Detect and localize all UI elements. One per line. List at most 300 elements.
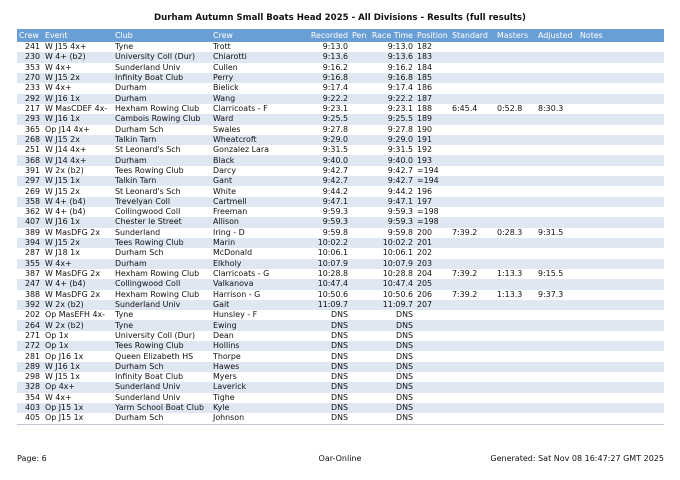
cell-masters-handicap <box>495 73 536 83</box>
cell-crew-number: 292 <box>17 94 43 104</box>
cell-adjusted-time <box>536 73 578 83</box>
cell-race-time: 9:42.7 <box>368 176 415 186</box>
cell-adjusted-time <box>536 403 578 413</box>
cell-adjusted-time <box>536 320 578 330</box>
cell-crew-number: 293 <box>17 114 43 124</box>
cell-crew-name: Harrison - G <box>213 289 261 299</box>
cell-crew-number: 289 <box>17 362 43 372</box>
cell-masters-handicap <box>495 125 536 135</box>
cell-race-time: 10:47.4 <box>368 279 415 289</box>
cell-masters-handicap <box>495 331 536 341</box>
cell-penalty <box>350 42 368 52</box>
cell-crew-name: Trott <box>213 42 231 52</box>
cell-standard-time <box>450 155 495 165</box>
cell-crew-number: 230 <box>17 52 43 62</box>
cell-notes <box>578 413 664 424</box>
cell-recorded-time: 9:47.1 <box>288 197 350 207</box>
cell-standard-time <box>450 94 495 104</box>
col-header-crew-no[interactable]: Crew <box>17 29 43 42</box>
cell-position: 204 <box>417 269 433 279</box>
cell-masters-handicap <box>495 279 536 289</box>
cell-club: Tyne <box>113 320 211 330</box>
cell-standard-time <box>450 176 495 186</box>
cell-notes <box>578 197 664 207</box>
cell-standard-time <box>450 372 495 382</box>
cell-adjusted-time <box>536 114 578 124</box>
cell-penalty <box>350 320 368 330</box>
cell-masters-handicap <box>495 403 536 413</box>
table-row <box>17 217 664 227</box>
cell-masters-handicap: 0:52.8 <box>497 104 523 114</box>
cell-race-time: 9:40.0 <box>368 155 415 165</box>
cell-crew-number: 387 <box>24 269 40 279</box>
cell-adjusted-time <box>536 42 578 52</box>
cell-adjusted-time <box>536 197 578 207</box>
cell-penalty <box>350 94 368 104</box>
cell-standard-time <box>450 320 495 330</box>
cell-race-time: DNS <box>396 351 413 361</box>
cell-recorded-time: 9:44.2 <box>322 186 348 196</box>
cell-notes <box>578 300 664 310</box>
cell-standard-time <box>450 413 495 424</box>
table-row <box>17 362 664 372</box>
cell-race-time: DNS <box>368 320 415 330</box>
cell-crew-name: Laverick <box>211 382 288 392</box>
cell-penalty <box>350 393 368 403</box>
cell-race-time: DNS <box>368 413 415 424</box>
cell-standard-time <box>450 63 495 73</box>
cell-crew-name: White <box>213 186 236 196</box>
cell-club: Durham Sch <box>115 248 164 258</box>
cell-notes <box>578 228 664 238</box>
cell-event: Op MasEFH 4x- <box>45 310 105 320</box>
cell-club: St Leonard's Sch <box>115 186 181 196</box>
col-header-standard[interactable]: Standard <box>450 29 495 42</box>
cell-masters-handicap <box>495 94 536 104</box>
cell-penalty <box>350 207 368 217</box>
cell-adjusted-time <box>536 63 578 73</box>
cell-adjusted-time <box>536 259 578 269</box>
col-header-club[interactable]: Club <box>113 29 211 42</box>
cell-crew-number: 297 <box>17 176 43 186</box>
cell-recorded-time: 9:22.2 <box>288 94 350 104</box>
cell-notes <box>578 73 664 83</box>
cell-event: W 4x+ <box>45 83 72 93</box>
cell-crew-number: 270 <box>17 73 43 83</box>
cell-penalty <box>350 310 368 320</box>
cell-crew-name: Thorpe <box>213 351 241 361</box>
col-header-event[interactable]: Event <box>43 29 113 42</box>
cell-recorded-time: DNS <box>331 351 348 361</box>
col-header-pen[interactable]: Pen <box>352 31 367 40</box>
cell-race-time: DNS <box>396 372 413 382</box>
cell-recorded-time: 9:17.4 <box>322 83 348 93</box>
cell-standard-time <box>450 238 495 248</box>
cell-standard-time <box>450 125 495 135</box>
cell-notes <box>578 341 664 351</box>
cell-crew-name: Johnson <box>211 413 288 424</box>
cell-notes <box>578 94 664 104</box>
cell-crew-number: 358 <box>17 197 43 207</box>
cell-adjusted-time <box>536 300 578 310</box>
cell-adjusted-time <box>536 372 578 382</box>
cell-penalty <box>350 362 368 372</box>
cell-penalty <box>350 166 368 176</box>
cell-event: W 2x (b2) <box>45 165 84 175</box>
cell-race-time: DNS <box>368 362 415 372</box>
cell-standard-time <box>450 114 495 124</box>
cell-penalty <box>350 228 368 238</box>
cell-position: 197 <box>415 197 450 207</box>
col-header-notes[interactable]: Notes <box>578 29 664 42</box>
cell-standard-time: 7:39.2 <box>452 269 478 279</box>
cell-recorded-time: 9:59.3 <box>322 207 348 217</box>
col-header-position[interactable]: Position <box>415 29 450 42</box>
cell-crew-number: 272 <box>17 341 43 351</box>
cell-event: Op 1x <box>43 341 113 351</box>
table-row <box>17 269 664 279</box>
cell-race-time: 10:28.8 <box>382 269 413 279</box>
cell-recorded-time: 10:50.6 <box>317 289 348 299</box>
cell-masters-handicap <box>495 176 536 186</box>
cell-race-time: 9:47.1 <box>368 197 415 207</box>
cell-crew-name: Bielick <box>213 83 239 93</box>
table-row <box>17 382 664 392</box>
cell-position: 203 <box>415 259 450 269</box>
cell-event: Op J15 1x <box>43 413 113 424</box>
cell-crew-name: Dean <box>213 330 234 340</box>
table-row <box>17 42 664 52</box>
table-row <box>17 73 664 83</box>
cell-event: W 4+ (b4) <box>43 197 113 207</box>
cell-crew-name: Iring - D <box>213 227 245 237</box>
results-body <box>17 42 664 424</box>
table-row <box>17 351 664 361</box>
cell-adjusted-time <box>536 94 578 104</box>
table-row <box>17 290 664 300</box>
cell-event: W J15 1x <box>45 372 80 382</box>
cell-crew-number: 354 <box>24 392 40 402</box>
table-row <box>17 145 664 155</box>
cell-club: University Coll (Dur) <box>115 330 196 340</box>
cell-crew-name: Ward <box>211 114 288 124</box>
cell-crew-name: Allison <box>211 217 288 227</box>
cell-adjusted-time <box>536 413 578 424</box>
cell-crew-name: Darcy <box>213 165 236 175</box>
cell-adjusted-time <box>536 331 578 341</box>
cell-crew-number: 241 <box>24 42 40 52</box>
cell-penalty <box>350 83 368 93</box>
cell-position: 188 <box>417 104 433 114</box>
cell-crew-number: 365 <box>24 124 40 134</box>
cell-standard-time: 7:39.2 <box>452 289 478 299</box>
cell-race-time: 10:02.2 <box>368 238 415 248</box>
cell-crew-name: Gonzalez Lara <box>213 145 269 155</box>
cell-masters-handicap <box>495 207 536 217</box>
cell-recorded-time: 11:09.7 <box>288 300 350 310</box>
cell-crew-name: Chiarotti <box>211 52 288 62</box>
cell-club: Durham Sch <box>113 362 211 372</box>
cell-penalty <box>350 63 368 73</box>
table-row <box>17 238 664 248</box>
cell-penalty <box>350 269 368 279</box>
cell-crew-name: Gait <box>211 300 288 310</box>
cell-crew-name: Perry <box>211 73 288 83</box>
cell-standard-time <box>450 197 495 207</box>
cell-notes <box>578 145 664 155</box>
cell-race-time: 9:13.6 <box>368 52 415 62</box>
cell-notes <box>578 42 664 52</box>
cell-notes <box>578 372 664 382</box>
cell-crew-name: Hollins <box>211 341 288 351</box>
table-row <box>17 176 664 186</box>
cell-masters-handicap <box>495 382 536 392</box>
cell-event: W 4+ (b4) <box>45 207 86 217</box>
cell-race-time: DNS <box>368 341 415 351</box>
cell-position: 202 <box>417 248 433 258</box>
cell-penalty <box>350 125 368 135</box>
cell-penalty <box>350 259 368 269</box>
cell-standard-time <box>450 52 495 62</box>
cell-event: W MasDFG 2x <box>45 227 100 237</box>
cell-masters-handicap <box>495 135 536 145</box>
cell-penalty <box>350 331 368 341</box>
cell-adjusted-time <box>536 83 578 93</box>
cell-crew-number: 353 <box>24 62 40 72</box>
cell-standard-time <box>450 145 495 155</box>
cell-penalty <box>350 114 368 124</box>
cell-adjusted-time <box>536 176 578 186</box>
table-header-row <box>17 29 664 42</box>
col-header-adjusted[interactable]: Adjusted <box>536 29 578 42</box>
cell-event: W J15 4x+ <box>45 42 87 52</box>
table-row <box>17 104 664 114</box>
cell-race-time: 9:25.5 <box>368 114 415 124</box>
cell-adjusted-time: 9:37.3 <box>538 289 564 299</box>
cell-race-time: DNS <box>368 403 415 413</box>
cell-club: Hexham Rowing Club <box>115 104 200 114</box>
cell-notes <box>578 362 664 372</box>
cell-club: Sunderland <box>115 227 161 237</box>
cell-notes <box>578 259 664 269</box>
cell-event: Op J14 4x+ <box>45 124 90 134</box>
cell-event: W MasDFG 2x <box>45 289 100 299</box>
cell-crew-number: 281 <box>24 351 40 361</box>
cell-crew-name: Hunsley - F <box>213 310 258 320</box>
table-row <box>17 155 664 165</box>
col-header-race-time[interactable]: Race Time <box>368 29 415 42</box>
table-row <box>17 63 664 73</box>
table-row <box>17 320 664 330</box>
cell-club: Durham <box>115 83 147 93</box>
cell-penalty <box>350 279 368 289</box>
cell-race-time: 9:13.0 <box>387 42 413 52</box>
footer-site-name: Oar-Online <box>318 454 362 463</box>
cell-recorded-time: 9:27.8 <box>322 124 348 134</box>
cell-position: 207 <box>415 300 450 310</box>
cell-standard-time: 7:39.2 <box>452 227 478 237</box>
cell-event: W J14 4x+ <box>43 155 113 165</box>
cell-masters-handicap <box>495 372 536 382</box>
cell-race-time: 9:44.2 <box>387 186 413 196</box>
cell-crew-name: Tighe <box>213 392 235 402</box>
table-row <box>17 186 664 196</box>
cell-crew-name: Myers <box>213 372 237 382</box>
cell-recorded-time: 9:31.5 <box>322 145 348 155</box>
cell-crew-name: Wang <box>211 94 288 104</box>
cell-position: =198 <box>417 207 439 217</box>
cell-club: Durham Sch <box>115 124 164 134</box>
cell-club: Durham <box>113 259 211 269</box>
cell-recorded-time: 9:25.5 <box>288 114 350 124</box>
col-header-recorded[interactable]: Recorded <box>288 29 350 42</box>
cell-position <box>415 320 450 330</box>
cell-club: Tees Rowing Club <box>113 238 211 248</box>
cell-club: St Leonard's Sch <box>115 145 181 155</box>
cell-recorded-time: 10:06.1 <box>317 248 348 258</box>
cell-event: W J16 1x <box>43 362 113 372</box>
cell-crew-name: Ewing <box>211 320 288 330</box>
table-row <box>17 83 664 93</box>
cell-recorded-time: DNS <box>288 320 350 330</box>
cell-adjusted-time <box>536 248 578 258</box>
cell-notes <box>578 176 664 186</box>
cell-event: W 4x+ <box>45 392 72 402</box>
cell-race-time: 9:22.2 <box>368 94 415 104</box>
cell-penalty <box>350 155 368 165</box>
cell-event: W 4x+ <box>43 259 113 269</box>
cell-recorded-time: DNS <box>288 341 350 351</box>
cell-recorded-time: DNS <box>331 310 348 320</box>
cell-crew-name: Wheatcroft <box>211 135 288 145</box>
col-header-crew[interactable]: Crew <box>211 29 288 42</box>
cell-race-time: 9:16.2 <box>387 62 413 72</box>
cell-recorded-time: 9:29.0 <box>288 135 350 145</box>
cell-masters-handicap <box>495 155 536 165</box>
cell-notes <box>578 207 664 217</box>
cell-event: W J16 1x <box>43 217 113 227</box>
table-row <box>17 114 664 124</box>
cell-standard-time <box>450 351 495 361</box>
cell-notes <box>578 290 664 300</box>
cell-crew-number: 394 <box>17 238 43 248</box>
cell-penalty <box>350 52 368 62</box>
cell-club: Chester le Street <box>113 217 211 227</box>
table-row <box>17 300 664 310</box>
cell-position: =194 <box>417 165 439 175</box>
table-row <box>17 197 664 207</box>
cell-standard-time <box>450 310 495 320</box>
cell-penalty <box>350 248 368 258</box>
cell-club: Talkin Tarn <box>113 135 211 145</box>
cell-crew-number: 391 <box>24 165 40 175</box>
cell-masters-handicap <box>495 63 536 73</box>
cell-recorded-time: DNS <box>331 330 348 340</box>
cell-adjusted-time <box>536 125 578 135</box>
cell-crew-number: 407 <box>17 217 43 227</box>
cell-race-time: DNS <box>368 382 415 392</box>
cell-adjusted-time <box>536 279 578 289</box>
cell-standard-time <box>450 259 495 269</box>
cell-adjusted-time: 9:15.5 <box>538 269 564 279</box>
cell-club: Trevelyan Coll <box>113 197 211 207</box>
cell-race-time: DNS <box>396 330 413 340</box>
cell-position: 185 <box>415 73 450 83</box>
cell-event: W J16 1x <box>43 94 113 104</box>
cell-adjusted-time <box>536 155 578 165</box>
cell-race-time: 10:50.6 <box>382 289 413 299</box>
cell-event: Op 4x+ <box>43 382 113 392</box>
cell-masters-handicap <box>495 362 536 372</box>
cell-notes <box>578 83 664 93</box>
cell-recorded-time: DNS <box>331 392 348 402</box>
cell-crew-number: 217 <box>24 104 40 114</box>
cell-masters-handicap <box>495 320 536 330</box>
cell-adjusted-time <box>536 207 578 217</box>
cell-notes <box>578 52 664 62</box>
cell-notes <box>578 238 664 248</box>
cell-position: 189 <box>415 114 450 124</box>
cell-notes <box>578 269 664 279</box>
cell-recorded-time: 9:40.0 <box>288 155 350 165</box>
cell-club: Collingwood Coll <box>113 279 211 289</box>
cell-position <box>415 310 450 320</box>
cell-adjusted-time <box>536 393 578 403</box>
cell-penalty <box>350 197 368 207</box>
cell-recorded-time: 10:02.2 <box>288 238 350 248</box>
cell-adjusted-time <box>536 382 578 392</box>
cell-notes <box>578 331 664 341</box>
cell-notes <box>578 248 664 258</box>
cell-adjusted-time <box>536 351 578 361</box>
cell-club: Tees Rowing Club <box>115 165 184 175</box>
cell-race-time: DNS <box>396 392 413 402</box>
cell-crew-number: 247 <box>17 279 43 289</box>
table-row <box>17 135 664 145</box>
cell-race-time: 9:27.8 <box>387 124 413 134</box>
cell-recorded-time: 9:16.8 <box>288 73 350 83</box>
col-header-masters[interactable]: Masters <box>495 29 536 42</box>
cell-adjusted-time: 8:30.3 <box>538 104 564 114</box>
cell-standard-time <box>450 248 495 258</box>
cell-event: W J15 2x <box>43 238 113 248</box>
cell-club: Sunderland Univ <box>113 382 211 392</box>
cell-race-time: DNS <box>396 310 413 320</box>
cell-position: 193 <box>415 155 450 165</box>
cell-crew-number: 392 <box>17 300 43 310</box>
cell-standard-time <box>450 186 495 196</box>
cell-recorded-time: 10:07.9 <box>288 259 350 269</box>
page-title: Durham Autumn Small Boats Head 2025 - All Divisions - Results (full results) <box>154 13 526 23</box>
cell-adjusted-time <box>536 186 578 196</box>
cell-race-time: 9:59.8 <box>387 227 413 237</box>
cell-recorded-time: DNS <box>288 362 350 372</box>
cell-penalty <box>350 351 368 361</box>
cell-penalty <box>350 372 368 382</box>
cell-event: W J14 4x+ <box>45 145 87 155</box>
cell-masters-handicap <box>495 166 536 176</box>
cell-penalty <box>350 73 368 83</box>
cell-masters-handicap: 1:13.3 <box>497 269 523 279</box>
table-row <box>17 310 664 320</box>
cell-crew-name: Clarricoats - F <box>213 104 268 114</box>
cell-notes <box>578 114 664 124</box>
cell-standard-time <box>450 166 495 176</box>
cell-standard-time <box>450 382 495 392</box>
table-row <box>17 166 664 176</box>
cell-position: 192 <box>417 145 433 155</box>
cell-club: Infinity Boat Club <box>115 372 184 382</box>
